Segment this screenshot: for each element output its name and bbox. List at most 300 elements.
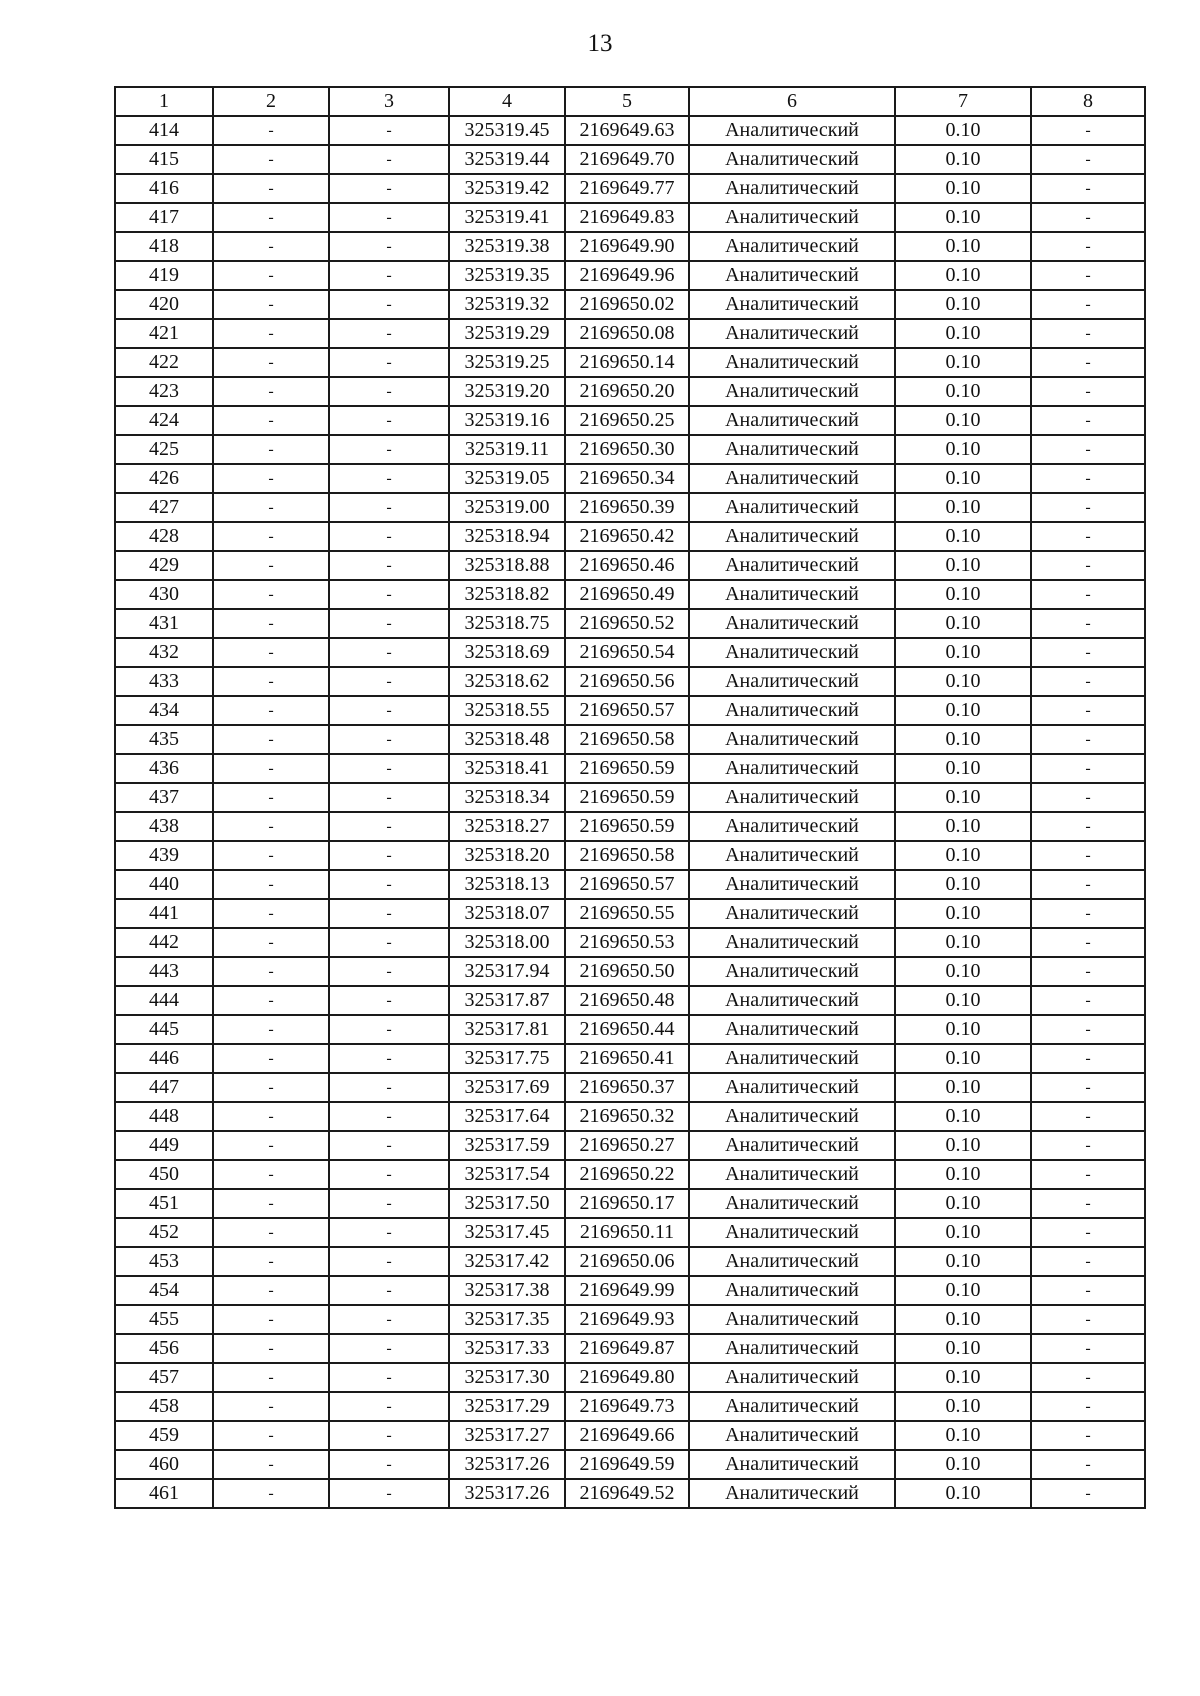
table-row xyxy=(115,1305,1145,1334)
y-coordinate-cell: 2169650.58 xyxy=(565,841,689,870)
method-cell: Аналитический xyxy=(689,174,895,203)
x-coordinate-cell: 325318.55 xyxy=(449,696,565,725)
y-coordinate-cell: 2169650.11 xyxy=(565,1218,689,1247)
column-3-cell: - xyxy=(329,377,449,406)
table-row xyxy=(115,435,1145,464)
column-3-cell: - xyxy=(329,1131,449,1160)
table-row xyxy=(115,493,1145,522)
method-cell: Аналитический xyxy=(689,1247,895,1276)
table-row xyxy=(115,1392,1145,1421)
x-coordinate-cell: 325318.00 xyxy=(449,928,565,957)
column-8-cell: - xyxy=(1031,406,1145,435)
y-coordinate-cell: 2169650.54 xyxy=(565,638,689,667)
table-row xyxy=(115,1247,1145,1276)
table-row xyxy=(115,1363,1145,1392)
x-coordinate-cell: 325319.41 xyxy=(449,203,565,232)
point-number-cell: 440 xyxy=(115,870,213,899)
accuracy-cell: 0.10 xyxy=(895,783,1031,812)
x-coordinate-cell: 325317.64 xyxy=(449,1102,565,1131)
point-number-cell: 443 xyxy=(115,957,213,986)
method-cell: Аналитический xyxy=(689,1073,895,1102)
x-coordinate-cell: 325317.69 xyxy=(449,1073,565,1102)
column-3-cell: - xyxy=(329,1276,449,1305)
table-row xyxy=(115,261,1145,290)
column-3-cell: - xyxy=(329,493,449,522)
x-coordinate-cell: 325318.62 xyxy=(449,667,565,696)
table-row xyxy=(115,551,1145,580)
table-row xyxy=(115,1160,1145,1189)
column-header: 5 xyxy=(565,87,689,116)
accuracy-cell: 0.10 xyxy=(895,1421,1031,1450)
column-2-cell: - xyxy=(213,1160,329,1189)
column-3-cell: - xyxy=(329,841,449,870)
x-coordinate-cell: 325318.41 xyxy=(449,754,565,783)
y-coordinate-cell: 2169650.56 xyxy=(565,667,689,696)
method-cell: Аналитический xyxy=(689,638,895,667)
y-coordinate-cell: 2169649.66 xyxy=(565,1421,689,1450)
y-coordinate-cell: 2169650.59 xyxy=(565,754,689,783)
page-number: 13 xyxy=(587,30,613,57)
point-number-cell: 420 xyxy=(115,290,213,319)
point-number-cell: 460 xyxy=(115,1450,213,1479)
y-coordinate-cell: 2169650.49 xyxy=(565,580,689,609)
point-number-cell: 452 xyxy=(115,1218,213,1247)
accuracy-cell: 0.10 xyxy=(895,1015,1031,1044)
table-row xyxy=(115,754,1145,783)
point-number-cell: 415 xyxy=(115,145,213,174)
point-number-cell: 442 xyxy=(115,928,213,957)
method-cell: Аналитический xyxy=(689,406,895,435)
x-coordinate-cell: 325317.45 xyxy=(449,1218,565,1247)
table-row xyxy=(115,667,1145,696)
column-3-cell: - xyxy=(329,1479,449,1508)
column-8-cell: - xyxy=(1031,261,1145,290)
accuracy-cell: 0.10 xyxy=(895,232,1031,261)
y-coordinate-cell: 2169650.55 xyxy=(565,899,689,928)
column-2-cell: - xyxy=(213,145,329,174)
x-coordinate-cell: 325317.81 xyxy=(449,1015,565,1044)
method-cell: Аналитический xyxy=(689,754,895,783)
point-number-cell: 427 xyxy=(115,493,213,522)
x-coordinate-cell: 325319.44 xyxy=(449,145,565,174)
column-3-cell: - xyxy=(329,1363,449,1392)
column-8-cell: - xyxy=(1031,1218,1145,1247)
column-8-cell: - xyxy=(1031,1392,1145,1421)
column-3-cell: - xyxy=(329,1334,449,1363)
column-2-cell: - xyxy=(213,841,329,870)
column-3-cell: - xyxy=(329,203,449,232)
point-number-cell: 428 xyxy=(115,522,213,551)
table-row xyxy=(115,145,1145,174)
column-3-cell: - xyxy=(329,1450,449,1479)
method-cell: Аналитический xyxy=(689,696,895,725)
column-8-cell: - xyxy=(1031,1305,1145,1334)
x-coordinate-cell: 325318.69 xyxy=(449,638,565,667)
column-2-cell: - xyxy=(213,638,329,667)
y-coordinate-cell: 2169649.59 xyxy=(565,1450,689,1479)
column-2-cell: - xyxy=(213,783,329,812)
method-cell: Аналитический xyxy=(689,1392,895,1421)
x-coordinate-cell: 325319.45 xyxy=(449,116,565,145)
column-8-cell: - xyxy=(1031,203,1145,232)
coordinates-table xyxy=(114,86,1146,1509)
y-coordinate-cell: 2169650.58 xyxy=(565,725,689,754)
method-cell: Аналитический xyxy=(689,1131,895,1160)
column-8-cell: - xyxy=(1031,1044,1145,1073)
column-3-cell: - xyxy=(329,290,449,319)
column-2-cell: - xyxy=(213,1218,329,1247)
method-cell: Аналитический xyxy=(689,986,895,1015)
y-coordinate-cell: 2169650.27 xyxy=(565,1131,689,1160)
accuracy-cell: 0.10 xyxy=(895,1334,1031,1363)
column-2-cell: - xyxy=(213,1392,329,1421)
method-cell: Аналитический xyxy=(689,667,895,696)
accuracy-cell: 0.10 xyxy=(895,841,1031,870)
method-cell: Аналитический xyxy=(689,1363,895,1392)
column-2-cell: - xyxy=(213,377,329,406)
column-header: 6 xyxy=(689,87,895,116)
accuracy-cell: 0.10 xyxy=(895,580,1031,609)
table-row xyxy=(115,1015,1145,1044)
table-row xyxy=(115,783,1145,812)
point-number-cell: 434 xyxy=(115,696,213,725)
x-coordinate-cell: 325318.48 xyxy=(449,725,565,754)
table-row xyxy=(115,522,1145,551)
y-coordinate-cell: 2169650.22 xyxy=(565,1160,689,1189)
column-3-cell: - xyxy=(329,580,449,609)
accuracy-cell: 0.10 xyxy=(895,986,1031,1015)
point-number-cell: 435 xyxy=(115,725,213,754)
accuracy-cell: 0.10 xyxy=(895,1450,1031,1479)
point-number-cell: 448 xyxy=(115,1102,213,1131)
y-coordinate-cell: 2169650.57 xyxy=(565,870,689,899)
method-cell: Аналитический xyxy=(689,1044,895,1073)
column-8-cell: - xyxy=(1031,725,1145,754)
column-3-cell: - xyxy=(329,116,449,145)
column-3-cell: - xyxy=(329,1073,449,1102)
column-8-cell: - xyxy=(1031,1479,1145,1508)
column-8-cell: - xyxy=(1031,1334,1145,1363)
column-8-cell: - xyxy=(1031,1450,1145,1479)
x-coordinate-cell: 325318.20 xyxy=(449,841,565,870)
point-number-cell: 437 xyxy=(115,783,213,812)
method-cell: Аналитический xyxy=(689,725,895,754)
table-row xyxy=(115,986,1145,1015)
column-3-cell: - xyxy=(329,696,449,725)
x-coordinate-cell: 325319.32 xyxy=(449,290,565,319)
column-3-cell: - xyxy=(329,1160,449,1189)
column-3-cell: - xyxy=(329,464,449,493)
column-2-cell: - xyxy=(213,1189,329,1218)
column-8-cell: - xyxy=(1031,290,1145,319)
y-coordinate-cell: 2169650.20 xyxy=(565,377,689,406)
x-coordinate-cell: 325319.25 xyxy=(449,348,565,377)
table-row xyxy=(115,1334,1145,1363)
accuracy-cell: 0.10 xyxy=(895,609,1031,638)
table-row xyxy=(115,725,1145,754)
column-8-cell: - xyxy=(1031,551,1145,580)
x-coordinate-cell: 325318.94 xyxy=(449,522,565,551)
method-cell: Аналитический xyxy=(689,464,895,493)
y-coordinate-cell: 2169649.90 xyxy=(565,232,689,261)
column-2-cell: - xyxy=(213,1247,329,1276)
x-coordinate-cell: 325318.13 xyxy=(449,870,565,899)
column-8-cell: - xyxy=(1031,1073,1145,1102)
method-cell: Аналитический xyxy=(689,203,895,232)
table-row xyxy=(115,203,1145,232)
column-2-cell: - xyxy=(213,232,329,261)
accuracy-cell: 0.10 xyxy=(895,1131,1031,1160)
column-8-cell: - xyxy=(1031,493,1145,522)
accuracy-cell: 0.10 xyxy=(895,116,1031,145)
table-header xyxy=(115,87,1145,116)
column-2-cell: - xyxy=(213,609,329,638)
column-8-cell: - xyxy=(1031,1015,1145,1044)
column-3-cell: - xyxy=(329,1247,449,1276)
x-coordinate-cell: 325319.38 xyxy=(449,232,565,261)
column-2-cell: - xyxy=(213,899,329,928)
y-coordinate-cell: 2169649.63 xyxy=(565,116,689,145)
column-2-cell: - xyxy=(213,1334,329,1363)
y-coordinate-cell: 2169649.96 xyxy=(565,261,689,290)
method-cell: Аналитический xyxy=(689,928,895,957)
y-coordinate-cell: 2169650.48 xyxy=(565,986,689,1015)
point-number-cell: 449 xyxy=(115,1131,213,1160)
column-2-cell: - xyxy=(213,1131,329,1160)
table-row xyxy=(115,377,1145,406)
point-number-cell: 423 xyxy=(115,377,213,406)
accuracy-cell: 0.10 xyxy=(895,1073,1031,1102)
column-8-cell: - xyxy=(1031,1102,1145,1131)
table-row xyxy=(115,1102,1145,1131)
accuracy-cell: 0.10 xyxy=(895,1305,1031,1334)
column-2-cell: - xyxy=(213,261,329,290)
column-3-cell: - xyxy=(329,232,449,261)
accuracy-cell: 0.10 xyxy=(895,1044,1031,1073)
column-8-cell: - xyxy=(1031,522,1145,551)
point-number-cell: 461 xyxy=(115,1479,213,1508)
column-2-cell: - xyxy=(213,203,329,232)
y-coordinate-cell: 2169649.99 xyxy=(565,1276,689,1305)
column-2-cell: - xyxy=(213,319,329,348)
accuracy-cell: 0.10 xyxy=(895,203,1031,232)
table-row xyxy=(115,870,1145,899)
method-cell: Аналитический xyxy=(689,1305,895,1334)
table-row xyxy=(115,348,1145,377)
table-row xyxy=(115,174,1145,203)
column-header: 4 xyxy=(449,87,565,116)
accuracy-cell: 0.10 xyxy=(895,145,1031,174)
y-coordinate-cell: 2169649.80 xyxy=(565,1363,689,1392)
column-3-cell: - xyxy=(329,348,449,377)
column-8-cell: - xyxy=(1031,1276,1145,1305)
point-number-cell: 424 xyxy=(115,406,213,435)
y-coordinate-cell: 2169650.42 xyxy=(565,522,689,551)
method-cell: Аналитический xyxy=(689,377,895,406)
point-number-cell: 444 xyxy=(115,986,213,1015)
table-row xyxy=(115,580,1145,609)
column-3-cell: - xyxy=(329,1015,449,1044)
point-number-cell: 458 xyxy=(115,1392,213,1421)
x-coordinate-cell: 325317.50 xyxy=(449,1189,565,1218)
column-2-cell: - xyxy=(213,290,329,319)
accuracy-cell: 0.10 xyxy=(895,1160,1031,1189)
table-row xyxy=(115,1218,1145,1247)
column-8-cell: - xyxy=(1031,783,1145,812)
table-row xyxy=(115,957,1145,986)
y-coordinate-cell: 2169649.83 xyxy=(565,203,689,232)
y-coordinate-cell: 2169649.73 xyxy=(565,1392,689,1421)
column-8-cell: - xyxy=(1031,116,1145,145)
column-2-cell: - xyxy=(213,1276,329,1305)
column-2-cell: - xyxy=(213,522,329,551)
point-number-cell: 425 xyxy=(115,435,213,464)
column-3-cell: - xyxy=(329,319,449,348)
x-coordinate-cell: 325317.29 xyxy=(449,1392,565,1421)
point-number-cell: 418 xyxy=(115,232,213,261)
y-coordinate-cell: 2169650.06 xyxy=(565,1247,689,1276)
point-number-cell: 436 xyxy=(115,754,213,783)
method-cell: Аналитический xyxy=(689,261,895,290)
x-coordinate-cell: 325317.30 xyxy=(449,1363,565,1392)
column-3-cell: - xyxy=(329,1102,449,1131)
table-row xyxy=(115,1131,1145,1160)
column-8-cell: - xyxy=(1031,1363,1145,1392)
accuracy-cell: 0.10 xyxy=(895,754,1031,783)
column-2-cell: - xyxy=(213,928,329,957)
method-cell: Аналитический xyxy=(689,1450,895,1479)
point-number-cell: 454 xyxy=(115,1276,213,1305)
method-cell: Аналитический xyxy=(689,348,895,377)
column-3-cell: - xyxy=(329,551,449,580)
x-coordinate-cell: 325319.42 xyxy=(449,174,565,203)
column-2-cell: - xyxy=(213,464,329,493)
column-2-cell: - xyxy=(213,667,329,696)
column-2-cell: - xyxy=(213,957,329,986)
column-2-cell: - xyxy=(213,435,329,464)
x-coordinate-cell: 325317.38 xyxy=(449,1276,565,1305)
column-3-cell: - xyxy=(329,783,449,812)
y-coordinate-cell: 2169649.93 xyxy=(565,1305,689,1334)
method-cell: Аналитический xyxy=(689,1160,895,1189)
point-number-cell: 431 xyxy=(115,609,213,638)
column-3-cell: - xyxy=(329,1421,449,1450)
header-row xyxy=(115,87,1145,116)
column-3-cell: - xyxy=(329,725,449,754)
x-coordinate-cell: 325317.42 xyxy=(449,1247,565,1276)
y-coordinate-cell: 2169650.39 xyxy=(565,493,689,522)
column-3-cell: - xyxy=(329,754,449,783)
accuracy-cell: 0.10 xyxy=(895,1392,1031,1421)
column-3-cell: - xyxy=(329,870,449,899)
column-8-cell: - xyxy=(1031,609,1145,638)
column-8-cell: - xyxy=(1031,464,1145,493)
y-coordinate-cell: 2169650.44 xyxy=(565,1015,689,1044)
x-coordinate-cell: 325319.20 xyxy=(449,377,565,406)
method-cell: Аналитический xyxy=(689,1189,895,1218)
column-2-cell: - xyxy=(213,812,329,841)
accuracy-cell: 0.10 xyxy=(895,667,1031,696)
point-number-cell: 429 xyxy=(115,551,213,580)
method-cell: Аналитический xyxy=(689,609,895,638)
point-number-cell: 451 xyxy=(115,1189,213,1218)
table-row xyxy=(115,1450,1145,1479)
column-8-cell: - xyxy=(1031,667,1145,696)
column-8-cell: - xyxy=(1031,986,1145,1015)
y-coordinate-cell: 2169649.77 xyxy=(565,174,689,203)
column-3-cell: - xyxy=(329,1392,449,1421)
point-number-cell: 453 xyxy=(115,1247,213,1276)
y-coordinate-cell: 2169650.34 xyxy=(565,464,689,493)
column-2-cell: - xyxy=(213,1015,329,1044)
y-coordinate-cell: 2169650.37 xyxy=(565,1073,689,1102)
table-row xyxy=(115,1044,1145,1073)
column-2-cell: - xyxy=(213,551,329,580)
column-8-cell: - xyxy=(1031,1160,1145,1189)
table-body xyxy=(115,116,1145,1508)
method-cell: Аналитический xyxy=(689,870,895,899)
column-2-cell: - xyxy=(213,1073,329,1102)
column-2-cell: - xyxy=(213,406,329,435)
column-header: 2 xyxy=(213,87,329,116)
y-coordinate-cell: 2169650.53 xyxy=(565,928,689,957)
x-coordinate-cell: 325317.35 xyxy=(449,1305,565,1334)
accuracy-cell: 0.10 xyxy=(895,899,1031,928)
column-8-cell: - xyxy=(1031,638,1145,667)
column-2-cell: - xyxy=(213,696,329,725)
method-cell: Аналитический xyxy=(689,1218,895,1247)
accuracy-cell: 0.10 xyxy=(895,174,1031,203)
accuracy-cell: 0.10 xyxy=(895,870,1031,899)
table-row xyxy=(115,696,1145,725)
column-8-cell: - xyxy=(1031,435,1145,464)
accuracy-cell: 0.10 xyxy=(895,261,1031,290)
accuracy-cell: 0.10 xyxy=(895,1218,1031,1247)
table-row xyxy=(115,116,1145,145)
table-row xyxy=(115,464,1145,493)
y-coordinate-cell: 2169650.50 xyxy=(565,957,689,986)
column-8-cell: - xyxy=(1031,232,1145,261)
point-number-cell: 447 xyxy=(115,1073,213,1102)
method-cell: Аналитический xyxy=(689,1276,895,1305)
accuracy-cell: 0.10 xyxy=(895,957,1031,986)
table-row xyxy=(115,1189,1145,1218)
column-8-cell: - xyxy=(1031,899,1145,928)
column-8-cell: - xyxy=(1031,696,1145,725)
column-3-cell: - xyxy=(329,667,449,696)
x-coordinate-cell: 325318.88 xyxy=(449,551,565,580)
column-2-cell: - xyxy=(213,580,329,609)
y-coordinate-cell: 2169650.30 xyxy=(565,435,689,464)
method-cell: Аналитический xyxy=(689,493,895,522)
column-2-cell: - xyxy=(213,348,329,377)
column-2-cell: - xyxy=(213,1305,329,1334)
x-coordinate-cell: 325317.59 xyxy=(449,1131,565,1160)
column-3-cell: - xyxy=(329,899,449,928)
column-3-cell: - xyxy=(329,609,449,638)
x-coordinate-cell: 325319.00 xyxy=(449,493,565,522)
table-row xyxy=(115,841,1145,870)
point-number-cell: 417 xyxy=(115,203,213,232)
accuracy-cell: 0.10 xyxy=(895,319,1031,348)
point-number-cell: 450 xyxy=(115,1160,213,1189)
point-number-cell: 426 xyxy=(115,464,213,493)
y-coordinate-cell: 2169650.57 xyxy=(565,696,689,725)
table-row xyxy=(115,609,1145,638)
column-8-cell: - xyxy=(1031,348,1145,377)
column-8-cell: - xyxy=(1031,580,1145,609)
column-8-cell: - xyxy=(1031,377,1145,406)
